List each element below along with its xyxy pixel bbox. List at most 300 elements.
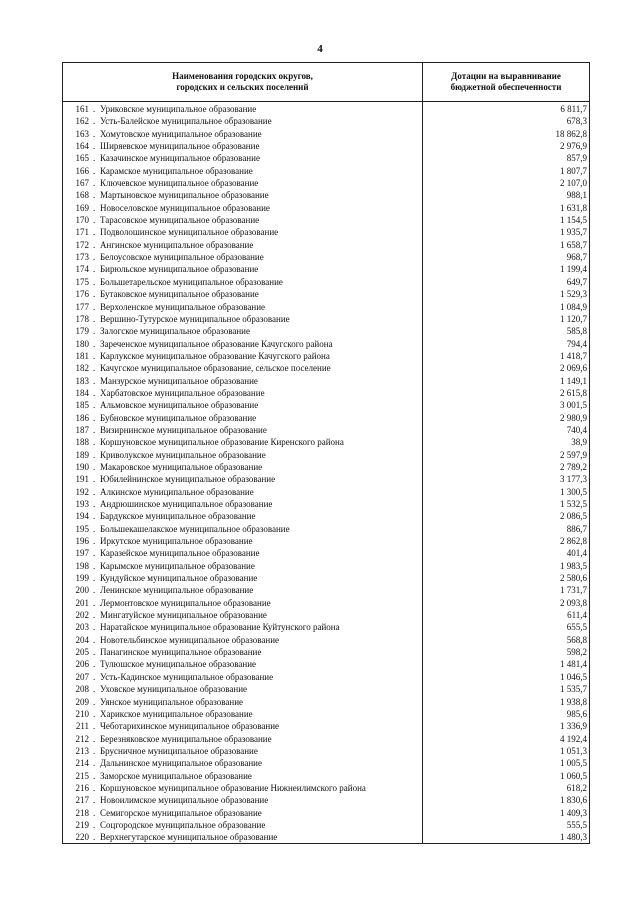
table-row	[63, 226, 589, 238]
table-row	[63, 523, 589, 535]
row-name: Ленинское муниципальное образование	[100, 585, 254, 596]
table-row	[63, 486, 589, 498]
row-number: 195	[75, 523, 89, 534]
row-number-dot: .	[93, 227, 96, 238]
row-name: Коршуновское муниципальное образование Киренского района	[100, 437, 344, 448]
row-name: Наратайское муниципальное образование Куйтунского района	[100, 622, 340, 633]
row-name: Подволошинское муниципальное образование	[100, 227, 279, 238]
row-number: 200	[75, 585, 89, 596]
table-row	[63, 177, 589, 189]
table-row	[63, 782, 589, 794]
table-row	[63, 362, 589, 374]
row-value: 1 830,6	[560, 795, 587, 806]
row-number: 207	[75, 671, 89, 682]
table-row	[63, 338, 589, 350]
row-number: 184	[75, 387, 89, 398]
row-value: 1 480,3	[560, 832, 587, 843]
row-number: 214	[75, 758, 89, 769]
row-value: 1 731,7	[560, 585, 587, 596]
row-number: 171	[75, 227, 89, 238]
row-value: 1 481,4	[560, 659, 587, 670]
table-row	[63, 819, 589, 831]
row-number-dot: .	[93, 153, 96, 164]
row-number-dot: .	[93, 499, 96, 509]
row-number-dot: .	[93, 523, 96, 534]
table-row	[63, 325, 589, 337]
row-number: 216	[75, 782, 89, 793]
row-number-dot: .	[93, 721, 96, 732]
row-number: 199	[75, 573, 89, 584]
row-name: Бутаковское муниципальное образование	[100, 289, 259, 300]
row-value: 618,2	[566, 782, 587, 793]
row-value: 1 336,9	[560, 721, 587, 732]
table-row	[63, 733, 589, 745]
row-value: 794,4	[566, 338, 587, 349]
row-name: Соцгородское муниципальное образование	[100, 819, 266, 830]
row-name: Новоселовское муниципальное образование	[100, 202, 270, 213]
row-number: 215	[75, 770, 89, 781]
row-value: 3 177,3	[560, 474, 587, 485]
table-row	[63, 189, 589, 201]
row-number-dot: .	[93, 634, 96, 645]
table-row	[63, 288, 589, 300]
row-name: Каразейское муниципальное образование	[100, 548, 260, 559]
row-name: Бубновское муниципальное образование	[100, 412, 257, 423]
row-name: Иркутское муниципальное образование	[100, 536, 253, 547]
row-name: Березняковское муниципальное образование	[100, 733, 272, 744]
row-number: 197	[75, 548, 89, 559]
row-value: 2 597,9	[560, 449, 587, 460]
row-value: 1 046,5	[560, 671, 587, 682]
row-number: 166	[75, 165, 89, 176]
row-number: 190	[75, 461, 89, 472]
row-name: Кундуйское муниципальное образование	[100, 573, 258, 584]
subsidy-table	[62, 62, 590, 844]
row-name: Уховское муниципальное образование	[100, 684, 248, 695]
row-number-dot: .	[93, 819, 96, 830]
row-value: 611,4	[567, 610, 587, 621]
table-row	[63, 115, 589, 127]
row-value: 585,8	[566, 326, 587, 337]
row-name: Заморское муниципальное образование	[100, 770, 252, 781]
row-value: 568,8	[566, 634, 587, 645]
row-name: Харбатовское муниципальное образование	[100, 387, 265, 398]
row-number: 175	[75, 276, 89, 287]
row-value: 6 811,7	[560, 104, 587, 114]
table-row	[63, 239, 589, 251]
row-value: 1 631,8	[560, 202, 587, 213]
table-row	[63, 350, 589, 362]
row-number-dot: .	[93, 597, 96, 608]
row-number: 206	[75, 659, 89, 670]
table-row	[63, 375, 589, 387]
row-value: 38,9	[571, 437, 587, 448]
row-name: Альмовское муниципальное образование	[100, 400, 259, 411]
row-number: 165	[75, 153, 89, 164]
row-name: Тулюшское муниципальное образование	[100, 659, 257, 670]
row-number: 202	[75, 610, 89, 621]
table-row	[63, 140, 589, 152]
row-name: Ширяевское муниципальное образование	[100, 141, 260, 152]
row-value: 1 535,7	[560, 684, 587, 695]
row-value: 1 807,7	[560, 165, 587, 176]
table-row	[63, 646, 589, 658]
row-name: Лермонтовское муниципальное образование	[100, 597, 271, 608]
row-value: 2 976,9	[560, 141, 587, 152]
table-row	[63, 313, 589, 325]
row-value: 555,5	[566, 819, 587, 830]
row-value: 1 199,4	[560, 264, 587, 275]
table-row	[63, 708, 589, 720]
row-name: Бирюльское муниципальное образование	[100, 264, 259, 275]
table-body	[63, 103, 589, 844]
row-value: 3 001,5	[560, 400, 587, 411]
row-name: Мингатуйское муниципальное образование	[100, 610, 267, 621]
row-value: 1 051,3	[560, 745, 587, 756]
row-number-dot: .	[93, 264, 96, 275]
row-value: 598,2	[566, 647, 587, 658]
row-value: 18 862,8	[555, 128, 587, 139]
row-name: Новотельбинское муниципальное образование	[100, 634, 280, 645]
row-number: 198	[75, 560, 89, 571]
row-name: Большекашелакское муниципальное образование	[100, 523, 290, 534]
row-name: Манзурское муниципальное образование	[100, 375, 258, 386]
row-number-dot: .	[93, 400, 96, 411]
row-number-dot: .	[93, 313, 96, 324]
row-value: 857,9	[566, 153, 587, 164]
row-number-dot: .	[93, 252, 96, 263]
row-value: 1 532,5	[560, 499, 587, 509]
row-number: 193	[75, 499, 89, 509]
table-row	[63, 720, 589, 732]
row-number: 162	[75, 116, 89, 127]
table-row	[63, 609, 589, 621]
table-row	[63, 473, 589, 485]
row-number: 163	[75, 128, 89, 139]
table-row	[63, 584, 589, 596]
row-number-dot: .	[93, 202, 96, 213]
row-value: 1 409,3	[560, 807, 587, 818]
row-value: 2 093,8	[560, 597, 587, 608]
row-value: 1 149,1	[560, 375, 587, 386]
row-number: 204	[75, 634, 89, 645]
row-number-dot: .	[93, 486, 96, 497]
table-row	[63, 621, 589, 633]
row-number: 173	[75, 252, 89, 263]
row-number-dot: .	[93, 795, 96, 806]
table-row	[63, 597, 589, 609]
row-number-dot: .	[93, 733, 96, 744]
row-number-dot: .	[93, 684, 96, 695]
row-name: Уянское муниципальное образование	[100, 696, 244, 707]
row-value: 1 084,9	[560, 301, 587, 312]
row-number-dot: .	[93, 338, 96, 349]
row-name: Зареченское муниципальное образование Качугского района	[100, 338, 333, 349]
row-name: Карымское муниципальное образование	[100, 560, 255, 571]
row-name: Дальнинское муниципальное образование	[100, 758, 262, 769]
table-row	[63, 535, 589, 547]
row-number: 218	[75, 807, 89, 818]
table-row	[63, 757, 589, 769]
table-row	[63, 510, 589, 522]
table-row	[63, 128, 589, 140]
row-name: Семигорское муниципальное образование	[100, 807, 262, 818]
row-number-dot: .	[93, 190, 96, 201]
table-row	[63, 412, 589, 424]
table-row	[63, 251, 589, 263]
row-value: 4 192,4	[560, 733, 587, 744]
row-name: Брусничное муниципальное образование	[100, 745, 258, 756]
row-name: Усть-Балейское муниципальное образование	[100, 116, 272, 127]
row-number-dot: .	[93, 326, 96, 337]
table-row	[63, 770, 589, 782]
row-number: 211	[75, 721, 89, 732]
row-value: 2 615,8	[560, 387, 587, 398]
row-name: Харикское муниципальное образование	[100, 708, 253, 719]
row-name: Коршуновское муниципальное образование Нижнеилимского района	[100, 782, 366, 793]
table-row	[63, 399, 589, 411]
table-row	[63, 202, 589, 214]
row-value: 649,7	[566, 276, 587, 287]
row-number-dot: .	[93, 141, 96, 152]
row-number-dot: .	[93, 758, 96, 769]
row-number: 187	[75, 424, 89, 435]
table-row	[63, 103, 589, 115]
row-number: 203	[75, 622, 89, 633]
table-row	[63, 263, 589, 275]
row-value: 886,7	[566, 523, 587, 534]
row-number: 196	[75, 536, 89, 547]
table-row	[63, 745, 589, 757]
table-row	[63, 831, 589, 843]
row-name: Новоилимское муниципальное образование	[100, 795, 269, 806]
row-value: 1 935,7	[560, 227, 587, 238]
row-number-dot: .	[93, 782, 96, 793]
row-number-dot: .	[93, 647, 96, 658]
row-name: Залогское муниципальное образование	[100, 326, 250, 337]
row-name: Мартыновское муниципальное образование	[100, 190, 269, 201]
row-number-dot: .	[93, 585, 96, 596]
table-row	[63, 152, 589, 164]
table-row	[63, 498, 589, 510]
row-number-dot: .	[93, 116, 96, 127]
table-row	[63, 449, 589, 461]
table-row	[63, 387, 589, 399]
row-value: 1 120,7	[560, 313, 587, 324]
row-number-dot: .	[93, 104, 96, 114]
row-number: 192	[75, 486, 89, 497]
row-number-dot: .	[93, 659, 96, 670]
row-number-dot: .	[93, 560, 96, 571]
table-row	[63, 794, 589, 806]
table-row	[63, 276, 589, 288]
row-name: Тарасовское муниципальное образование	[100, 215, 260, 226]
row-number-dot: .	[93, 548, 96, 559]
row-value: 2 980,9	[560, 412, 587, 423]
row-value: 2 107,0	[560, 178, 587, 189]
table-row	[63, 461, 589, 473]
row-name: Юбилейнинское муниципальное образование	[100, 474, 276, 485]
row-name: Карлукское муниципальное образование Качугского района	[100, 350, 330, 361]
row-value: 988,1	[566, 190, 587, 201]
row-value: 1 983,5	[560, 560, 587, 571]
row-value: 968,7	[566, 252, 587, 263]
row-name: Верхнегутарское муниципальное образование	[100, 832, 278, 843]
row-number: 212	[75, 733, 89, 744]
row-number: 186	[75, 412, 89, 423]
table-row	[63, 547, 589, 559]
row-value: 1 154,5	[560, 215, 587, 226]
row-number: 205	[75, 647, 89, 658]
table-row	[63, 436, 589, 448]
row-number-dot: .	[93, 770, 96, 781]
row-value: 2 069,6	[560, 363, 587, 374]
table-row	[63, 807, 589, 819]
header-divider	[63, 101, 589, 102]
row-value: 655,5	[566, 622, 587, 633]
row-number-dot: .	[93, 215, 96, 226]
row-value: 2 086,5	[560, 511, 587, 522]
row-number-dot: .	[93, 301, 96, 312]
row-number-dot: .	[93, 536, 96, 547]
row-name: Криволукское муниципальное образование	[100, 449, 266, 460]
row-number-dot: .	[93, 622, 96, 633]
row-number-dot: .	[93, 696, 96, 707]
row-number-dot: .	[93, 289, 96, 300]
row-number-dot: .	[93, 610, 96, 621]
row-number: 183	[75, 375, 89, 386]
row-number: 170	[75, 215, 89, 226]
row-value: 1 658,7	[560, 239, 587, 250]
page-number: 4	[317, 43, 323, 55]
table-row	[63, 696, 589, 708]
row-number: 178	[75, 313, 89, 324]
row-number-dot: .	[93, 239, 96, 250]
row-name: Белоусовское муниципальное образование	[100, 252, 264, 263]
row-number: 210	[75, 708, 89, 719]
row-name: Карамское муниципальное образование	[100, 165, 253, 176]
row-number: 169	[75, 202, 89, 213]
row-number-dot: .	[93, 424, 96, 435]
row-value: 678,3	[566, 116, 587, 127]
header-name-column: Наименования городских округов, городских и сельских поселений	[172, 71, 313, 92]
row-number: 168	[75, 190, 89, 201]
row-number-dot: .	[93, 832, 96, 843]
row-number: 185	[75, 400, 89, 411]
row-number: 164	[75, 141, 89, 152]
row-number-dot: .	[93, 474, 96, 485]
row-number: 179	[75, 326, 89, 337]
row-number-dot: .	[93, 807, 96, 818]
row-value: 1 005,5	[560, 758, 587, 769]
table-row	[63, 560, 589, 572]
row-number: 176	[75, 289, 89, 300]
row-number-dot: .	[93, 671, 96, 682]
row-number-dot: .	[93, 461, 96, 472]
row-number-dot: .	[93, 165, 96, 176]
row-number: 209	[75, 696, 89, 707]
row-number: 201	[75, 597, 89, 608]
row-number-dot: .	[93, 511, 96, 522]
row-name: Верхоленское муниципальное образование	[100, 301, 266, 312]
row-value: 985,6	[566, 708, 587, 719]
row-value: 1 418,7	[560, 350, 587, 361]
row-number-dot: .	[93, 412, 96, 423]
row-number-dot: .	[93, 375, 96, 386]
row-number: 219	[75, 819, 89, 830]
table-row	[63, 671, 589, 683]
row-name: Вершино-Тутурское муниципальное образование	[100, 313, 290, 324]
row-value: 1 060,5	[560, 770, 587, 781]
table-row	[63, 683, 589, 695]
row-value: 2 862,8	[560, 536, 587, 547]
row-number: 177	[75, 301, 89, 312]
row-name: Макаровское муниципальное образование	[100, 461, 263, 472]
row-number: 167	[75, 178, 89, 189]
row-number: 189	[75, 449, 89, 460]
row-value: 401,4	[566, 548, 587, 559]
row-number: 174	[75, 264, 89, 275]
row-value: 2 789,2	[560, 461, 587, 472]
row-name: Хомутовское муниципальное образование	[100, 128, 262, 139]
row-value: 1 938,8	[560, 696, 587, 707]
row-number-dot: .	[93, 449, 96, 460]
row-number: 172	[75, 239, 89, 250]
row-number-dot: .	[93, 387, 96, 398]
row-value: 1 300,5	[560, 486, 587, 497]
row-number-dot: .	[93, 745, 96, 756]
row-value: 740,4	[566, 424, 587, 435]
row-number-dot: .	[93, 708, 96, 719]
row-name: Бардукское муниципальное образование	[100, 511, 256, 522]
row-number-dot: .	[93, 178, 96, 189]
row-number-dot: .	[93, 276, 96, 287]
row-value: 1 529,3	[560, 289, 587, 300]
row-name: Большетарельское муниципальное образование	[100, 276, 283, 287]
row-number: 208	[75, 684, 89, 695]
table-row	[63, 301, 589, 313]
row-number-dot: .	[93, 573, 96, 584]
table-row	[63, 214, 589, 226]
row-number: 217	[75, 795, 89, 806]
row-number: 180	[75, 338, 89, 349]
row-name: Алкинское муниципальное образование	[100, 486, 254, 497]
row-number-dot: .	[93, 363, 96, 374]
row-number: 194	[75, 511, 89, 522]
table-row	[63, 572, 589, 584]
row-name: Уриковское муниципальное образование	[100, 104, 257, 114]
row-name: Ангинское муниципальное образование	[100, 239, 254, 250]
row-number-dot: .	[93, 128, 96, 139]
row-number: 220	[75, 832, 89, 843]
row-name: Ключевское муниципальное образование	[100, 178, 259, 189]
table-row	[63, 658, 589, 670]
row-number-dot: .	[93, 437, 96, 448]
row-name: Андрюшинское муниципальное образование	[100, 499, 273, 509]
row-number: 161	[75, 104, 89, 114]
row-number: 191	[75, 474, 89, 485]
row-name: Визирнинское муниципальное образование	[100, 424, 267, 435]
row-number-dot: .	[93, 350, 96, 361]
row-name: Панагинское муниципальное образование	[100, 647, 262, 658]
table-row	[63, 634, 589, 646]
row-name: Усть-Кадинское муниципальное образование	[100, 671, 274, 682]
header-value-column: Дотации на выравнивание бюджетной обеспеченности	[450, 71, 562, 92]
row-number: 182	[75, 363, 89, 374]
row-value: 2 580,6	[560, 573, 587, 584]
row-number: 188	[75, 437, 89, 448]
row-name: Чеботарихинское муниципальное образование	[100, 721, 280, 732]
